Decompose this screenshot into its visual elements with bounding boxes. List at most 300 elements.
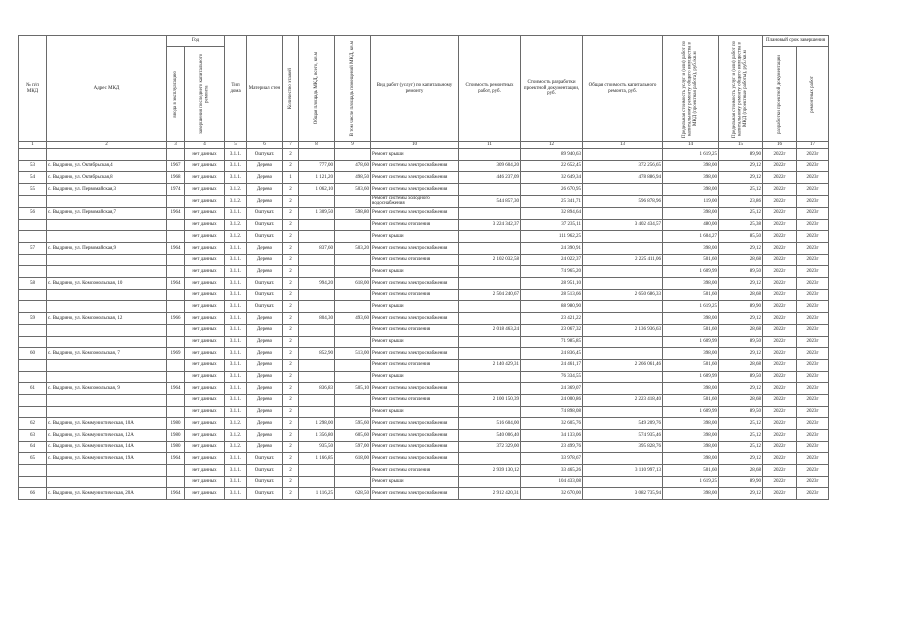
cell-col-4: нет данных — [185, 418, 225, 430]
cell-col-4: нет данных — [185, 278, 225, 290]
cell-col-2 — [47, 289, 167, 301]
cell-col-2: с. Выдрино, ул. Октябрьская,4 — [47, 160, 167, 172]
cell-col-14: 1 619,25 — [663, 476, 719, 488]
cell-col-9: 605,60 — [335, 430, 371, 442]
cell-col-14: 398,00 — [663, 383, 719, 395]
cell-col-16: 2022г — [763, 430, 797, 442]
cell-col-14: 501,60 — [663, 289, 719, 301]
cell-col-13 — [583, 406, 663, 418]
cell-col-11 — [459, 184, 521, 196]
cell-col-5: 3.1.1. — [225, 172, 247, 184]
cell-col-10: Ремонт крыши — [371, 149, 459, 161]
column-number: 6 — [247, 142, 283, 149]
cell-col-6: Дерево — [247, 243, 283, 255]
cell-col-12: 25 341,71 — [521, 195, 583, 207]
header-repair-deadline: ремонтных работ — [797, 47, 829, 142]
cell-col-14: 398,00 — [663, 418, 719, 430]
cell-col-1: 53 — [19, 160, 47, 172]
cell-col-14: 501,60 — [663, 465, 719, 477]
cell-col-17: 2023г — [797, 336, 829, 348]
cell-col-17: 2023г — [797, 324, 829, 336]
cell-col-2: с. Выдрино, ул. Комсомольская, 10 — [47, 278, 167, 290]
cell-col-7: 2 — [283, 453, 299, 465]
header-work-type: Вид работ (услуг) по капитальному ремонту — [371, 36, 459, 142]
table-row — [19, 149, 829, 161]
cell-col-11: 2 140 429,31 — [459, 359, 521, 371]
cell-col-4: нет данных — [185, 207, 225, 219]
cell-col-13 — [583, 184, 663, 196]
cell-col-12: 32 605,76 — [521, 418, 583, 430]
cell-col-14: 1 609,99 — [663, 371, 719, 383]
cell-col-8: 1 356,80 — [299, 430, 335, 442]
header-limit-cost-1: Предельная стоимость услуг и (или) работ по капитальному ремонту общего имущества в МКД (проектная работа), руб./кв.м — [663, 36, 719, 142]
column-number: 15 — [719, 142, 763, 149]
cell-col-6: Дерево — [247, 394, 283, 406]
cell-col-7: 2 — [283, 195, 299, 207]
cell-col-5: 3.1.1. — [225, 289, 247, 301]
table-row — [19, 207, 829, 219]
cell-col-2 — [47, 254, 167, 266]
column-number: 14 — [663, 142, 719, 149]
cell-col-3: 1966 — [167, 313, 185, 325]
cell-col-14: 398,00 — [663, 441, 719, 453]
cell-col-6: Оштукат. — [247, 465, 283, 477]
cell-col-17: 2023г — [797, 430, 829, 442]
cell-col-11: 2 504 240,67 — [459, 289, 521, 301]
cell-col-7: 2 — [283, 254, 299, 266]
cell-col-11: 372 329,00 — [459, 441, 521, 453]
cell-col-16: 2022г — [763, 207, 797, 219]
cell-col-6: Дерево — [247, 254, 283, 266]
table-body — [19, 149, 829, 500]
cell-col-4: нет данных — [185, 313, 225, 325]
cell-col-17: 2023г — [797, 266, 829, 278]
cell-col-14: 480,00 — [663, 219, 719, 231]
cell-col-9: 505,10 — [335, 383, 371, 395]
cell-col-3 — [167, 476, 185, 488]
cell-col-9 — [335, 394, 371, 406]
cell-col-17: 2023г — [797, 195, 829, 207]
cell-col-10: Ремонт крыши — [371, 371, 459, 383]
cell-col-16: 2022г — [763, 184, 797, 196]
cell-col-1: 54 — [19, 172, 47, 184]
cell-col-3 — [167, 301, 185, 313]
column-number-row — [19, 142, 829, 149]
cell-col-8 — [299, 324, 335, 336]
cell-col-3 — [167, 324, 185, 336]
cell-col-13: 2 266 061,46 — [583, 359, 663, 371]
cell-col-3 — [167, 289, 185, 301]
column-number: 4 — [185, 142, 225, 149]
cell-col-14: 398,00 — [663, 278, 719, 290]
table-row — [19, 184, 829, 196]
cell-col-7: 2 — [283, 418, 299, 430]
table-row — [19, 359, 829, 371]
cell-col-12: 28 951,10 — [521, 278, 583, 290]
cell-col-8 — [299, 406, 335, 418]
cell-col-14: 1 609,99 — [663, 336, 719, 348]
cell-col-4: нет данных — [185, 441, 225, 453]
cell-col-5: 3.1.1. — [225, 383, 247, 395]
cell-col-2: с. Выдрино, ул. Комсомольская, 9 — [47, 383, 167, 395]
cell-col-14: 398,00 — [663, 172, 719, 184]
cell-col-5: 3.1.1. — [225, 488, 247, 500]
cell-col-2: с. Выдрино, ул. Коммунистическая, 10А — [47, 418, 167, 430]
cell-col-10: Ремонт системы отопления — [371, 219, 459, 231]
cell-col-12: 104 433,08 — [521, 476, 583, 488]
cell-col-17: 2023г — [797, 371, 829, 383]
cell-col-9: 503,60 — [335, 184, 371, 196]
cell-col-7: 2 — [283, 336, 299, 348]
cell-col-3: 1980 — [167, 441, 185, 453]
cell-col-2 — [47, 149, 167, 161]
cell-col-6: Дерево — [247, 195, 283, 207]
cell-col-4: нет данных — [185, 348, 225, 360]
cell-col-8 — [299, 266, 335, 278]
table-row — [19, 465, 829, 477]
cell-col-9: 597,00 — [335, 441, 371, 453]
cell-col-7: 2 — [283, 359, 299, 371]
cell-col-9: 503,20 — [335, 243, 371, 255]
cell-col-5: 3.1.1. — [225, 254, 247, 266]
cell-col-17: 2023г — [797, 476, 829, 488]
cell-col-9: 513,00 — [335, 348, 371, 360]
table-row — [19, 324, 829, 336]
cell-col-6: Оштукат. — [247, 231, 283, 243]
cell-col-8: 1 166,85 — [299, 453, 335, 465]
cell-col-13 — [583, 301, 663, 313]
cell-col-13 — [583, 149, 663, 161]
cell-col-2 — [47, 266, 167, 278]
cell-col-13: 3 110 997,13 — [583, 465, 663, 477]
cell-col-4: нет данных — [185, 488, 225, 500]
cell-col-10: Ремонт крыши — [371, 301, 459, 313]
cell-col-16: 2022г — [763, 301, 797, 313]
cell-col-4: нет данных — [185, 324, 225, 336]
cell-col-1 — [19, 219, 47, 231]
cell-col-7: 2 — [283, 476, 299, 488]
cell-col-15: 29,12 — [719, 348, 763, 360]
cell-col-17: 2023г — [797, 313, 829, 325]
cell-col-9 — [335, 266, 371, 278]
cell-col-2 — [47, 394, 167, 406]
cell-col-9 — [335, 219, 371, 231]
cell-col-14: 398,00 — [663, 453, 719, 465]
cell-col-17: 2023г — [797, 254, 829, 266]
cell-col-5: 3.1.1. — [225, 301, 247, 313]
table-row — [19, 219, 829, 231]
cell-col-2: с. Выдрино, ул. Октябрьская,8 — [47, 172, 167, 184]
cell-col-8 — [299, 149, 335, 161]
table-row — [19, 278, 829, 290]
cell-col-2: с. Выдрино, ул. Первомайская,3 — [47, 184, 167, 196]
cell-col-14: 398,00 — [663, 430, 719, 442]
cell-col-17: 2023г — [797, 441, 829, 453]
cell-col-6: Дерево — [247, 336, 283, 348]
cell-col-10: Ремонт системы электроснабжения — [371, 243, 459, 255]
cell-col-15: 85,50 — [719, 231, 763, 243]
cell-col-17: 2023г — [797, 383, 829, 395]
cell-col-16: 2022г — [763, 348, 797, 360]
cell-col-5: 3.1.1. — [225, 465, 247, 477]
cell-col-11 — [459, 313, 521, 325]
cell-col-6: Дерево — [247, 406, 283, 418]
cell-col-6: Дерево — [247, 371, 283, 383]
cell-col-8: 852,90 — [299, 348, 335, 360]
cell-col-5: 3.1.1. — [225, 406, 247, 418]
cell-col-17: 2023г — [797, 278, 829, 290]
cell-col-12: 32 894,64 — [521, 207, 583, 219]
cell-col-10: Ремонт крыши — [371, 336, 459, 348]
cell-col-10: Ремонт системы электроснабжения — [371, 172, 459, 184]
cell-col-6: Оштукат. — [247, 488, 283, 500]
cell-col-15: 25,12 — [719, 207, 763, 219]
cell-col-11: 544 857,30 — [459, 195, 521, 207]
cell-col-2 — [47, 336, 167, 348]
column-number: 13 — [583, 142, 663, 149]
cell-col-7: 2 — [283, 266, 299, 278]
cell-col-5: 3.1.2. — [225, 219, 247, 231]
cell-col-10: Ремонт системы электроснабжения — [371, 430, 459, 442]
cell-col-12: 89 940,63 — [521, 149, 583, 161]
cell-col-3: 1980 — [167, 430, 185, 442]
cell-col-2 — [47, 231, 167, 243]
cell-col-9: 598,80 — [335, 207, 371, 219]
cell-col-4: нет данных — [185, 336, 225, 348]
cell-col-8 — [299, 336, 335, 348]
column-number: 5 — [225, 142, 247, 149]
cell-col-3 — [167, 336, 185, 348]
cell-col-10: Ремонт системы отопления — [371, 359, 459, 371]
cell-col-11: 3 224 342,37 — [459, 219, 521, 231]
cell-col-7: 2 — [283, 383, 299, 395]
cell-col-1: 60 — [19, 348, 47, 360]
cell-col-9: 478,60 — [335, 160, 371, 172]
cell-col-7: 2 — [283, 219, 299, 231]
table-row — [19, 383, 829, 395]
cell-col-9 — [335, 406, 371, 418]
cell-col-15: 25,12 — [719, 430, 763, 442]
cell-col-11: 540 006,40 — [459, 430, 521, 442]
cell-col-11: 309 604,20 — [459, 160, 521, 172]
cell-col-13 — [583, 476, 663, 488]
cell-col-10: Ремонт системы холодного водоснабжения — [371, 195, 459, 207]
cell-col-3 — [167, 465, 185, 477]
cell-col-13 — [583, 207, 663, 219]
table-row — [19, 289, 829, 301]
cell-col-1: 55 — [19, 184, 47, 196]
cell-col-8: 804,30 — [299, 313, 335, 325]
cell-col-5: 3.1.1. — [225, 359, 247, 371]
cell-col-13: 574 935,46 — [583, 430, 663, 442]
cell-col-9 — [335, 254, 371, 266]
cell-col-15: 89,90 — [719, 149, 763, 161]
cell-col-1: 57 — [19, 243, 47, 255]
cell-col-14: 501,60 — [663, 359, 719, 371]
cell-col-8 — [299, 254, 335, 266]
cell-col-7: 2 — [283, 441, 299, 453]
cell-col-8 — [299, 359, 335, 371]
header-wall-material: Материал стен — [247, 36, 283, 142]
cell-col-2: с. Выдрино, ул. Коммунистическая, 19А — [47, 453, 167, 465]
cell-col-4: нет данных — [185, 231, 225, 243]
cell-col-5: 3.1.1. — [225, 243, 247, 255]
cell-col-17: 2023г — [797, 207, 829, 219]
cell-col-16: 2022г — [763, 289, 797, 301]
cell-col-9 — [335, 149, 371, 161]
cell-col-7: 1 — [283, 172, 299, 184]
cell-col-9: 618,00 — [335, 453, 371, 465]
cell-col-8: 1 062,10 — [299, 184, 335, 196]
cell-col-15: 89,50 — [719, 371, 763, 383]
cell-col-15: 28,68 — [719, 465, 763, 477]
cell-col-17: 2023г — [797, 488, 829, 500]
cell-col-13 — [583, 243, 663, 255]
cell-col-12: 71 985,85 — [521, 336, 583, 348]
column-number: 16 — [763, 142, 797, 149]
cell-col-4: нет данных — [185, 184, 225, 196]
cell-col-6: Дерево — [247, 430, 283, 442]
table-row — [19, 430, 829, 442]
cell-col-2: с. Выдрино, ул. Комсомольская, 7 — [47, 348, 167, 360]
table-row — [19, 231, 829, 243]
cell-col-7: 2 — [283, 324, 299, 336]
cell-col-11: 446 237,09 — [459, 172, 521, 184]
cell-col-7: 2 — [283, 465, 299, 477]
cell-col-6: Оштукат. — [247, 207, 283, 219]
cell-col-6: Дерево — [247, 160, 283, 172]
cell-col-3: 1969 — [167, 348, 185, 360]
cell-col-16: 2022г — [763, 172, 797, 184]
cell-col-11: 2 912 420,31 — [459, 488, 521, 500]
header-last-repair-year: завершения последнего капитального ремонта — [185, 47, 225, 142]
cell-col-12: 22 652,45 — [521, 160, 583, 172]
cell-col-4: нет данных — [185, 160, 225, 172]
cell-col-1 — [19, 254, 47, 266]
column-number: 8 — [299, 142, 335, 149]
cell-col-4: нет данных — [185, 476, 225, 488]
cell-col-12: 24 369,07 — [521, 383, 583, 395]
cell-col-14: 1 619,25 — [663, 149, 719, 161]
column-number: 1 — [19, 142, 47, 149]
cell-col-10: Ремонт крыши — [371, 406, 459, 418]
cell-col-16: 2022г — [763, 488, 797, 500]
table-row — [19, 476, 829, 488]
cell-col-8 — [299, 289, 335, 301]
cell-col-8 — [299, 231, 335, 243]
cell-col-16: 2022г — [763, 278, 797, 290]
cell-col-13: 2 223 418,40 — [583, 394, 663, 406]
header-plan-group: Плановый срок завершения — [763, 36, 829, 47]
cell-col-8: 836,83 — [299, 383, 335, 395]
cell-col-6: Оштукат. — [247, 289, 283, 301]
cell-col-10: Ремонт системы электроснабжения — [371, 441, 459, 453]
header-floors: Количество этажей — [283, 36, 299, 142]
cell-col-13: 596 878,96 — [583, 195, 663, 207]
cell-col-5: 3.1.1. — [225, 207, 247, 219]
cell-col-3 — [167, 371, 185, 383]
cell-col-7: 2 — [283, 394, 299, 406]
cell-col-4: нет данных — [185, 359, 225, 371]
cell-col-3 — [167, 359, 185, 371]
cell-col-1 — [19, 289, 47, 301]
cell-col-10: Ремонт системы электроснабжения — [371, 348, 459, 360]
cell-col-3 — [167, 394, 185, 406]
cell-col-12: 74 898,08 — [521, 406, 583, 418]
cell-col-11 — [459, 301, 521, 313]
cell-col-4: нет данных — [185, 383, 225, 395]
cell-col-7: 2 — [283, 488, 299, 500]
cell-col-16: 2022г — [763, 394, 797, 406]
cell-col-12: 32 670,00 — [521, 488, 583, 500]
cell-col-13 — [583, 336, 663, 348]
cell-col-16: 2022г — [763, 160, 797, 172]
cell-col-16: 2022г — [763, 476, 797, 488]
cell-col-9 — [335, 336, 371, 348]
cell-col-3 — [167, 219, 185, 231]
cell-col-1: 58 — [19, 278, 47, 290]
table-row — [19, 336, 829, 348]
cell-col-9: 498,50 — [335, 172, 371, 184]
cell-col-14: 398,00 — [663, 160, 719, 172]
cell-col-2: с. Выдрино, ул. Комсомольская, 12 — [47, 313, 167, 325]
cell-col-15: 29,12 — [719, 160, 763, 172]
cell-col-1: 61 — [19, 383, 47, 395]
cell-col-16: 2022г — [763, 195, 797, 207]
cell-col-12: 24 836,45 — [521, 348, 583, 360]
column-number: 10 — [371, 142, 459, 149]
capital-repair-table — [18, 35, 829, 500]
cell-col-15: 28,68 — [719, 324, 763, 336]
cell-col-3: 1964 — [167, 453, 185, 465]
cell-col-14: 501,60 — [663, 394, 719, 406]
cell-col-5: 3.1.1. — [225, 266, 247, 278]
cell-col-11 — [459, 453, 521, 465]
cell-col-2 — [47, 476, 167, 488]
cell-col-8 — [299, 219, 335, 231]
cell-col-5: 3.1.2. — [225, 195, 247, 207]
cell-col-15: 29,12 — [719, 383, 763, 395]
cell-col-1 — [19, 476, 47, 488]
cell-col-9 — [335, 324, 371, 336]
cell-col-13 — [583, 348, 663, 360]
cell-col-14: 1 609,99 — [663, 406, 719, 418]
cell-col-17: 2023г — [797, 348, 829, 360]
column-number: 11 — [459, 142, 521, 149]
cell-col-10: Ремонт системы отопления — [371, 394, 459, 406]
cell-col-16: 2022г — [763, 243, 797, 255]
cell-col-10: Ремонт системы электроснабжения — [371, 313, 459, 325]
cell-col-14: 398,00 — [663, 348, 719, 360]
cell-col-2: с. Выдрино, ул. Первомайская,9 — [47, 243, 167, 255]
cell-col-7: 2 — [283, 160, 299, 172]
header-limit-cost-2: Предельная стоимость услуг и (или) работ по капитальному ремонту общего имущества в МКД (проектные работы), руб./кв.м — [719, 36, 763, 142]
cell-col-5: 3.1.2. — [225, 184, 247, 196]
cell-col-2: с. Выдрино, ул. Коммунистическая, 14А — [47, 441, 167, 453]
table-row — [19, 394, 829, 406]
cell-col-3: 1967 — [167, 160, 185, 172]
cell-col-13 — [583, 383, 663, 395]
cell-col-4: нет данных — [185, 371, 225, 383]
cell-col-15: 89,90 — [719, 476, 763, 488]
cell-col-8: 935,50 — [299, 441, 335, 453]
cell-col-10: Ремонт системы электроснабжения — [371, 207, 459, 219]
cell-col-3: 1964 — [167, 243, 185, 255]
cell-col-6: Оштукат. — [247, 219, 283, 231]
cell-col-14: 1 619,25 — [663, 301, 719, 313]
cell-col-17: 2023г — [797, 301, 829, 313]
cell-col-12: 28 513,66 — [521, 289, 583, 301]
